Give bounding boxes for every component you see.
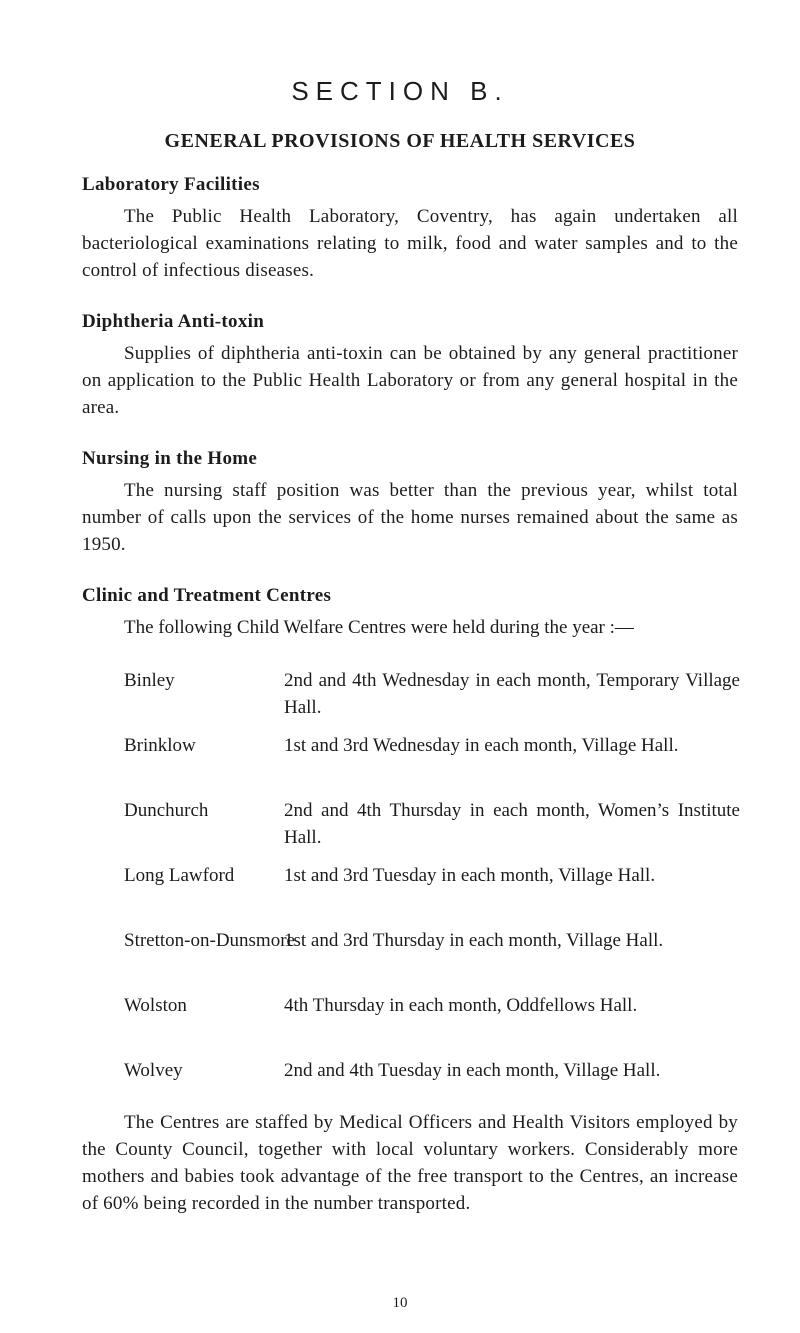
centre-detail: 2nd and 4th Thursday in each month, Women’s Institute Hall. [284,800,740,848]
clinic-heading: Clinic and Treatment Centres [82,585,332,606]
centre-name: Brinklow [124,735,196,756]
main-heading: GENERAL PROVISIONS OF HEALTH SERVICES [164,130,636,152]
diphtheria-heading: Diphtheria Anti-toxin [82,311,265,332]
centre-name: Dunchurch [124,800,209,821]
centre-name: Long Lawford [124,865,235,886]
closing-section [82,1109,738,1217]
centre-name: Stretton-on-Dunsmore [124,930,295,951]
centre-name: Binley [124,670,175,691]
centre-detail: 4th Thursday in each month, Oddfellows Hall. [284,995,638,1016]
centre-detail: 2nd and 4th Tuesday in each month, Village Hall. [284,1060,661,1081]
laboratory-section [82,174,738,284]
centre-name: Wolvey [124,1060,183,1081]
centre-detail: 1st and 3rd Tuesday in each month, Village Hall. [284,865,656,886]
nursing-heading: Nursing in the Home [82,448,258,469]
laboratory-text: The Public Health Laboratory, Coventry, has again undertaken all bacteriological examinations relating to milk, food and water samples and to the control of infectious diseases. [82,206,738,281]
laboratory-heading: Laboratory Facilities [82,174,260,195]
clinic-intro: The following Child Welfare Centres were held during the year :— [124,617,634,638]
clinic-section [82,585,738,641]
diphtheria-text: Supplies of diphtheria anti-toxin can be obtained by any general practitioner on application to the Public Health Laboratory or from any general hospital in the area. [82,343,738,418]
nursing-section [82,448,738,558]
section-title: SECTION B. [291,76,509,106]
centre-detail: 1st and 3rd Thursday in each month, Village Hall. [284,930,664,951]
closing-text: The Centres are staffed by Medical Officers and Health Visitors employed by the County Council, together with local voluntary workers. Considerably more mothers and babies took advantage of the free transport to the Centres, an increase of 60% being recorded in the number transported. [82,1112,738,1214]
centre-detail: 1st and 3rd Wednesday in each month, Village Hall. [284,735,679,756]
page-number: 10 [392,1295,408,1311]
centre-detail: 2nd and 4th Wednesday in each month, Temporary Village Hall. [284,670,740,718]
nursing-text: The nursing staff position was better than the previous year, whilst total number of calls upon the services of the home nurses remained about the same as 1950. [82,480,738,555]
diphtheria-section [82,311,738,421]
centre-name: Wolston [124,995,187,1016]
